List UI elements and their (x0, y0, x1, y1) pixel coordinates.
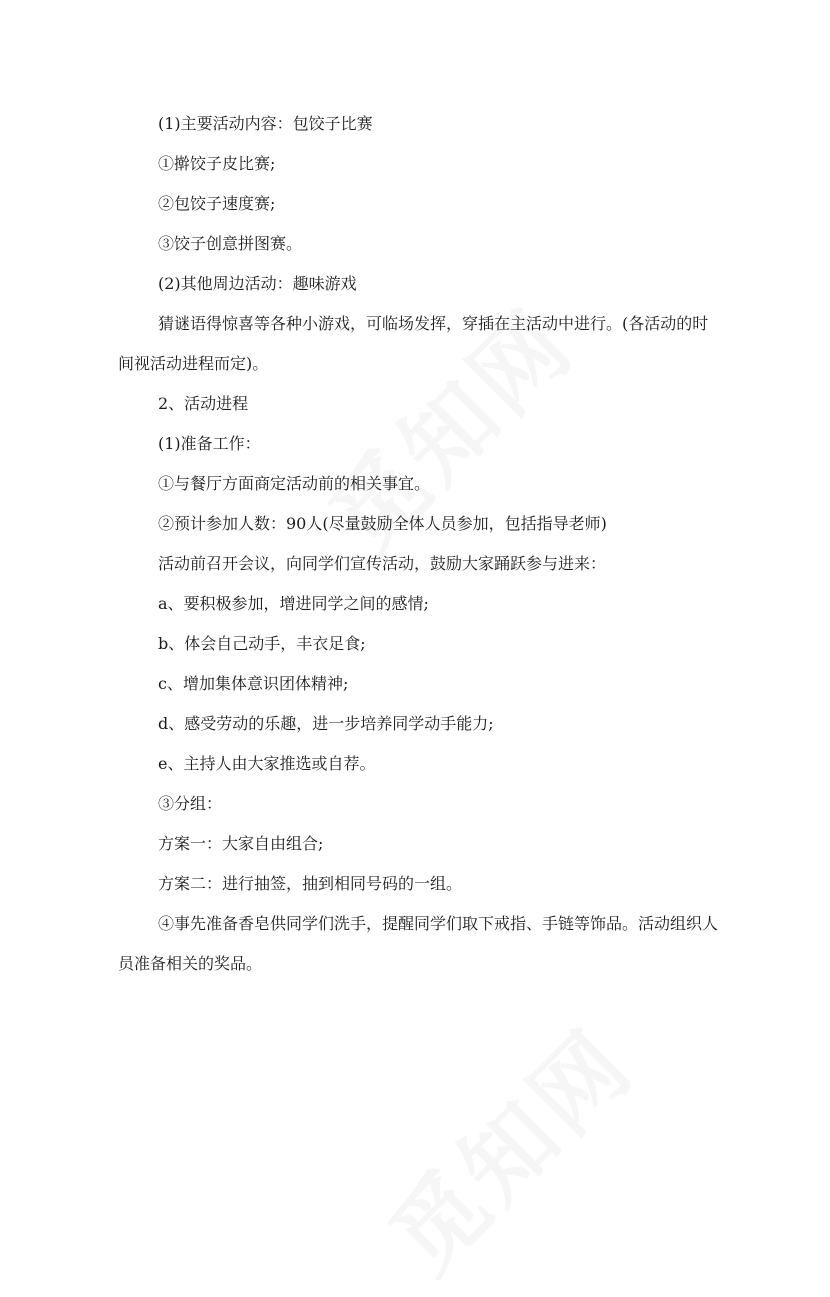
list-item-a: a、要积极参加，增进同学之间的感情; (158, 594, 429, 613)
paragraph-games-description: 猜谜语得惊喜等各种小游戏，可临场发挥，穿插在主活动中进行。(各活动的时间视活动进程而定)。 (118, 314, 709, 373)
list-item-c: c、增加集体意识团体精神; (158, 674, 349, 693)
list-item-e: e、主持人由大家推选或自荐。 (158, 754, 376, 773)
list-item-b: b、体会自己动手，丰衣足食; (158, 634, 366, 653)
paragraph-item-speed: ②包饺子速度赛; (158, 194, 276, 213)
paragraph-prep-headcount: ②预计参加人数：90人(尽量鼓励全体人员参加，包括指导老师) (158, 514, 607, 533)
paragraph-preparation: (1)准备工作： (158, 434, 261, 453)
list-item-d: d、感受劳动的乐趣，进一步培养同学动手能力; (158, 714, 494, 733)
paragraph-meeting: 活动前召开会议，向同学们宣传活动，鼓励大家踊跃参与进来： (158, 554, 607, 573)
paragraph-item-rolling: ①擀饺子皮比赛; (158, 154, 276, 173)
paragraph-other-activities: (2)其他周边活动：趣味游戏 (158, 274, 357, 293)
paragraph-plan-two: 方案二：进行抽签，抽到相同号码的一组。 (158, 874, 463, 893)
watermark (356, 995, 657, 1296)
paragraph-grouping: ③分组： (158, 794, 223, 813)
paragraph-item-puzzle: ③饺子创意拼图赛。 (158, 234, 303, 253)
paragraph-prep-restaurant: ①与餐厅方面商定活动前的相关事宜。 (158, 474, 431, 493)
paragraph-plan-one: 方案一：大家自由组合; (158, 834, 324, 853)
paragraph-main-activity: (1)主要活动内容：包饺子比赛 (158, 114, 373, 133)
section-heading-process: 2、活动进程 (158, 394, 249, 413)
document-body (118, 104, 718, 984)
paragraph-soap-prizes: ④事先准备香皂供同学们洗手，提醒同学们取下戒指、手链等饰品。活动组织人员准备相关的奖品。 (118, 914, 719, 973)
